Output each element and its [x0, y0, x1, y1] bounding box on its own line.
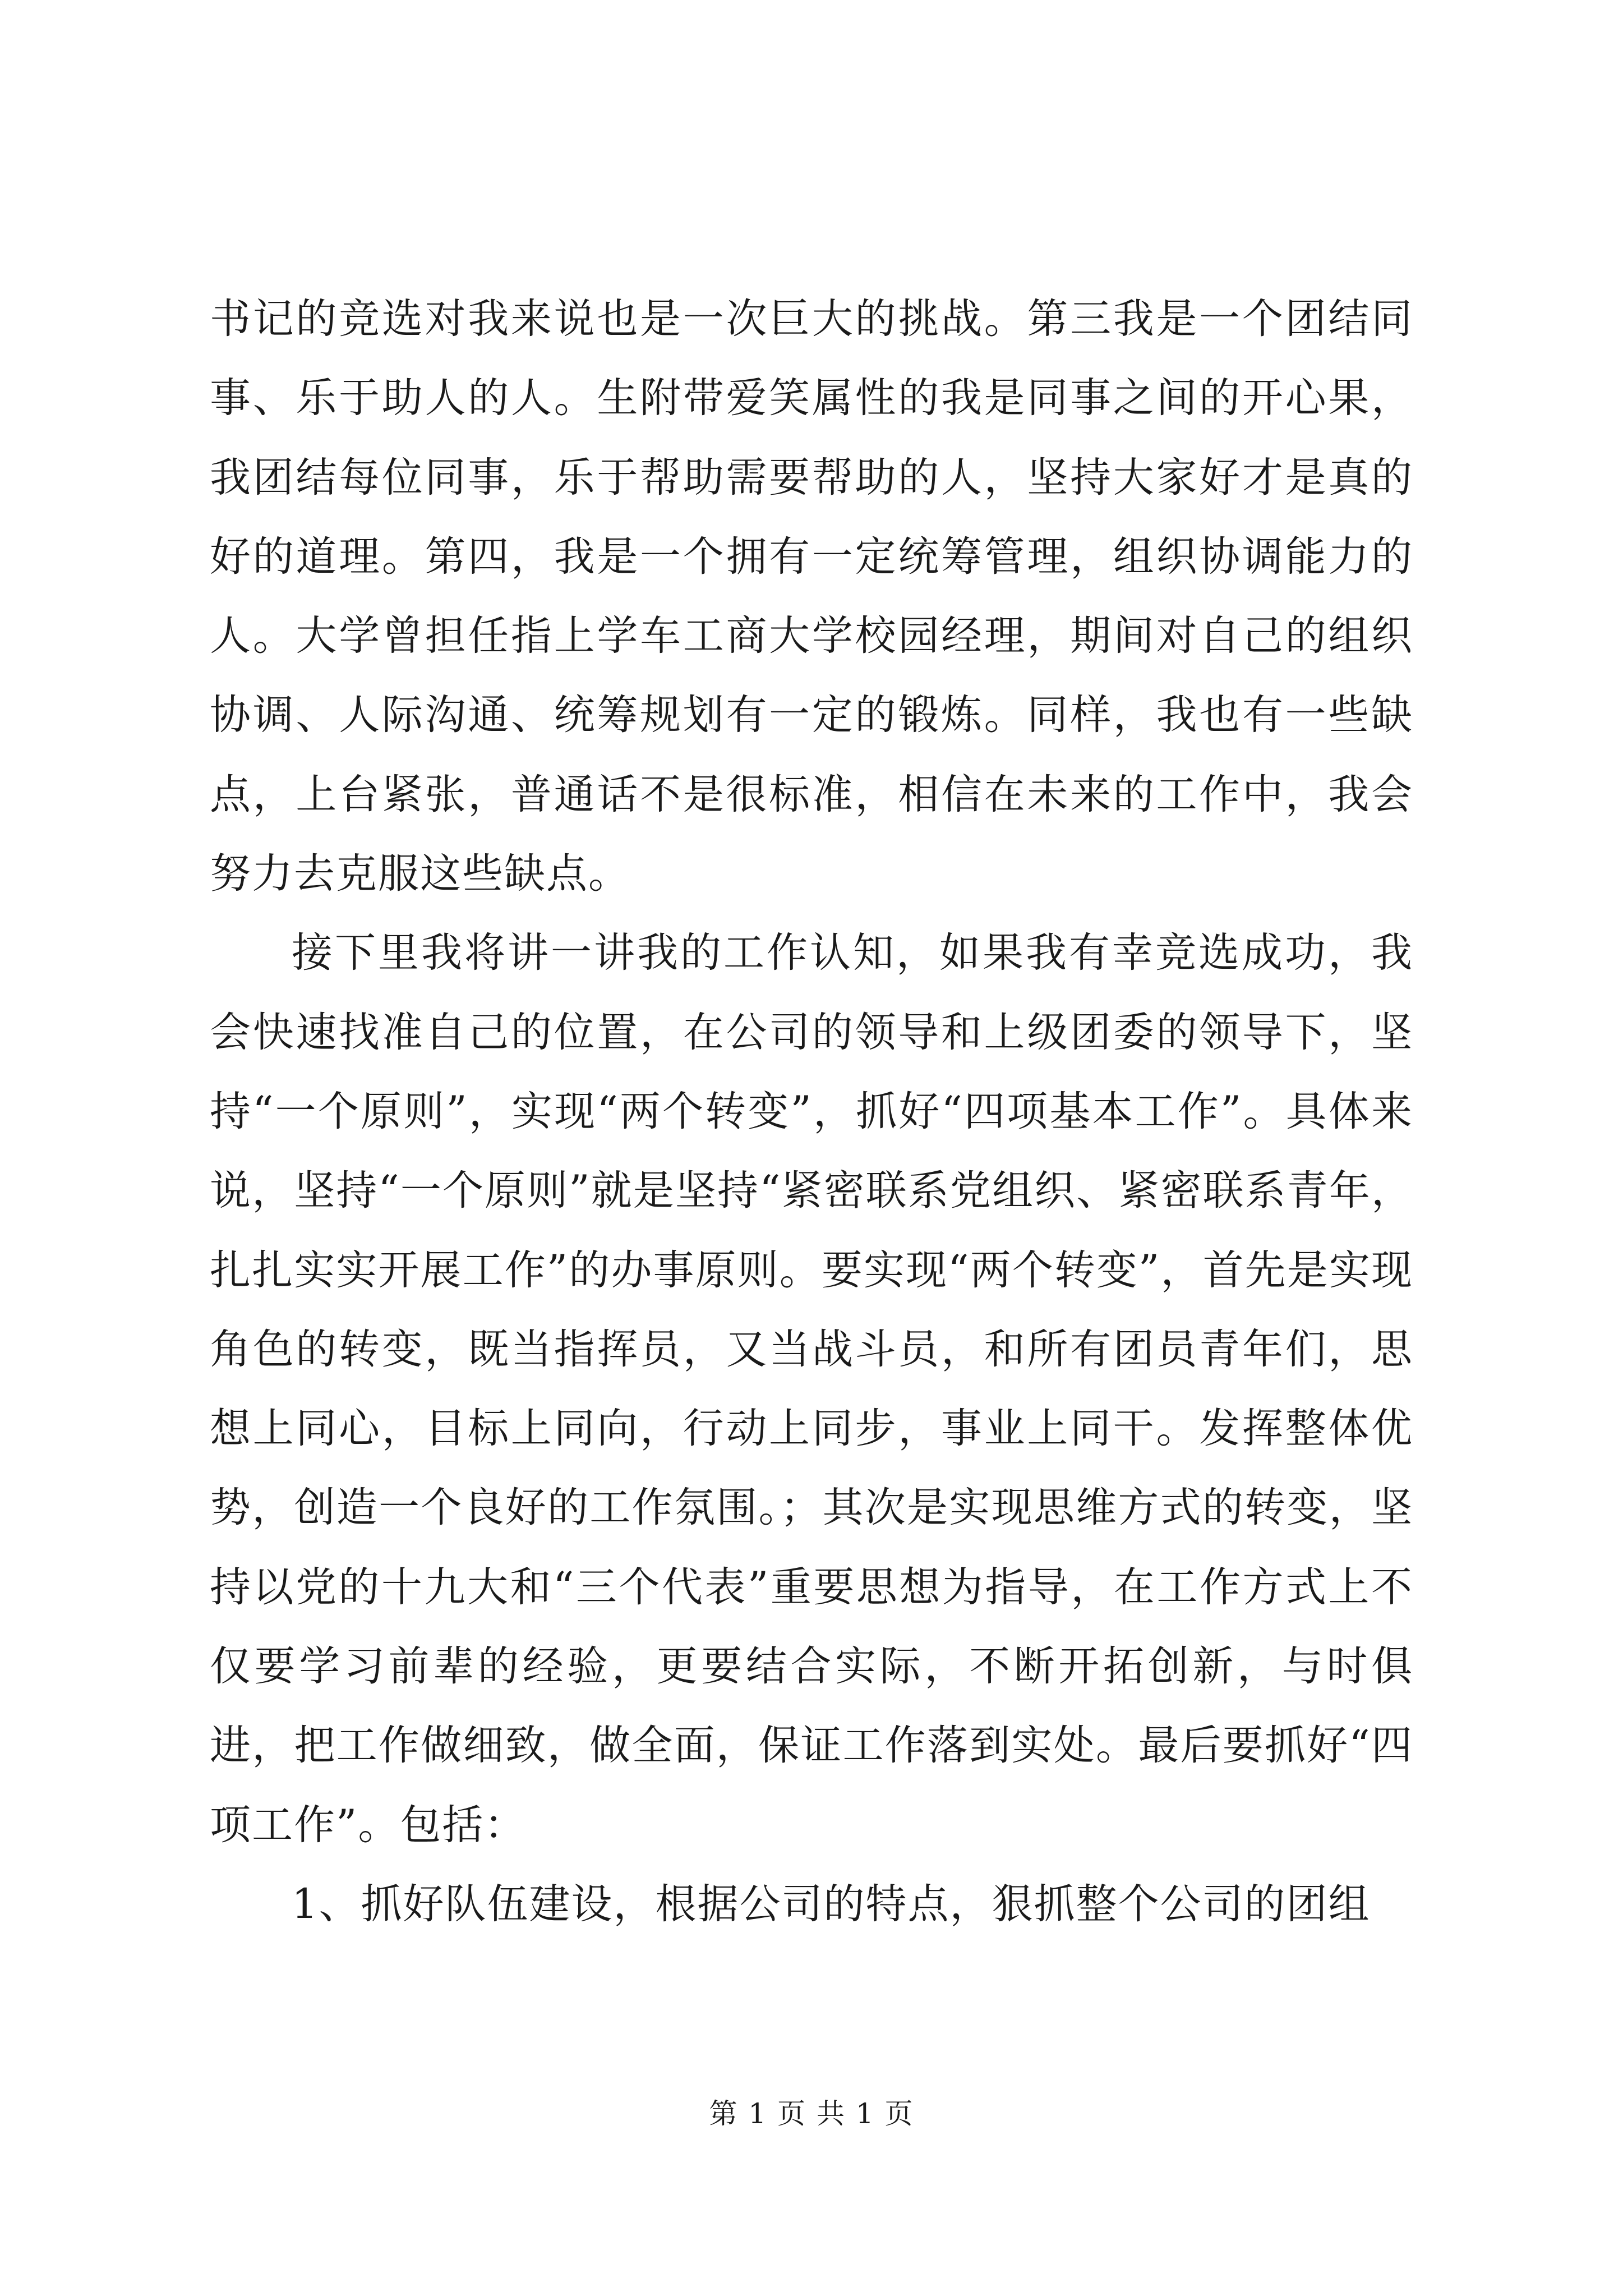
page-footer: 第 1 页 共 1 页 [709, 2097, 914, 2130]
body-text [210, 279, 1413, 1944]
paragraph-3: 1、抓好队伍建设，根据公司的特点，狠抓整个公司的团组 [292, 1880, 1371, 1928]
paragraph-2: 接下里我将讲一讲我的工作认知，如果我有幸竞选成功，我会快速找准自己的位置，在公司的领导和上级团委的领导下，坚持“一个原则”，实现“两个转变”，抓好“四项基本工作”。具体来说，坚持“一个原则”就是坚持“紧密联系党组织、紧密联系青年，扎扎实实开展工作”的办事原则。要实现“两个转变”，首先是实现角色的转变，既当指挥员，又当战斗员，和所有团员青年们，思想上同心，目标上同向，行动上同步，事业上同干。发挥整体优势，创造一个良好的工作氛围。；其次是实现思维方式的转变，坚持以党的十九大和“三个代表”重要思想为指导，在工作方式上不仅要学习前辈的经验，更要结合实际，不断开拓创新，与时俱进，把工作做细致，做全面，保证工作落到实处。最后要抓好“四项工作”。包括： [210, 929, 1413, 1849]
paragraph-1: 书记的竞选对我来说也是一次巨大的挑战。第三我是一个团结同事、乐于助人的人。生附带爱笑属性的我是同事之间的开心果，我团结每位同事，乐于帮助需要帮助的人，坚持大家好才是真的好的道理。第四，我是一个拥有一定统筹管理，组织协调能力的人。大学曾担任指上学车工商大学校园经理，期间对自己的组织协调、人际沟通、统筹规划有一定的锻炼。同样，我也有一些缺点，上台紧张，普通话不是很标准，相信在未来的工作中，我会努力去克服这些缺点。 [210, 295, 1413, 898]
